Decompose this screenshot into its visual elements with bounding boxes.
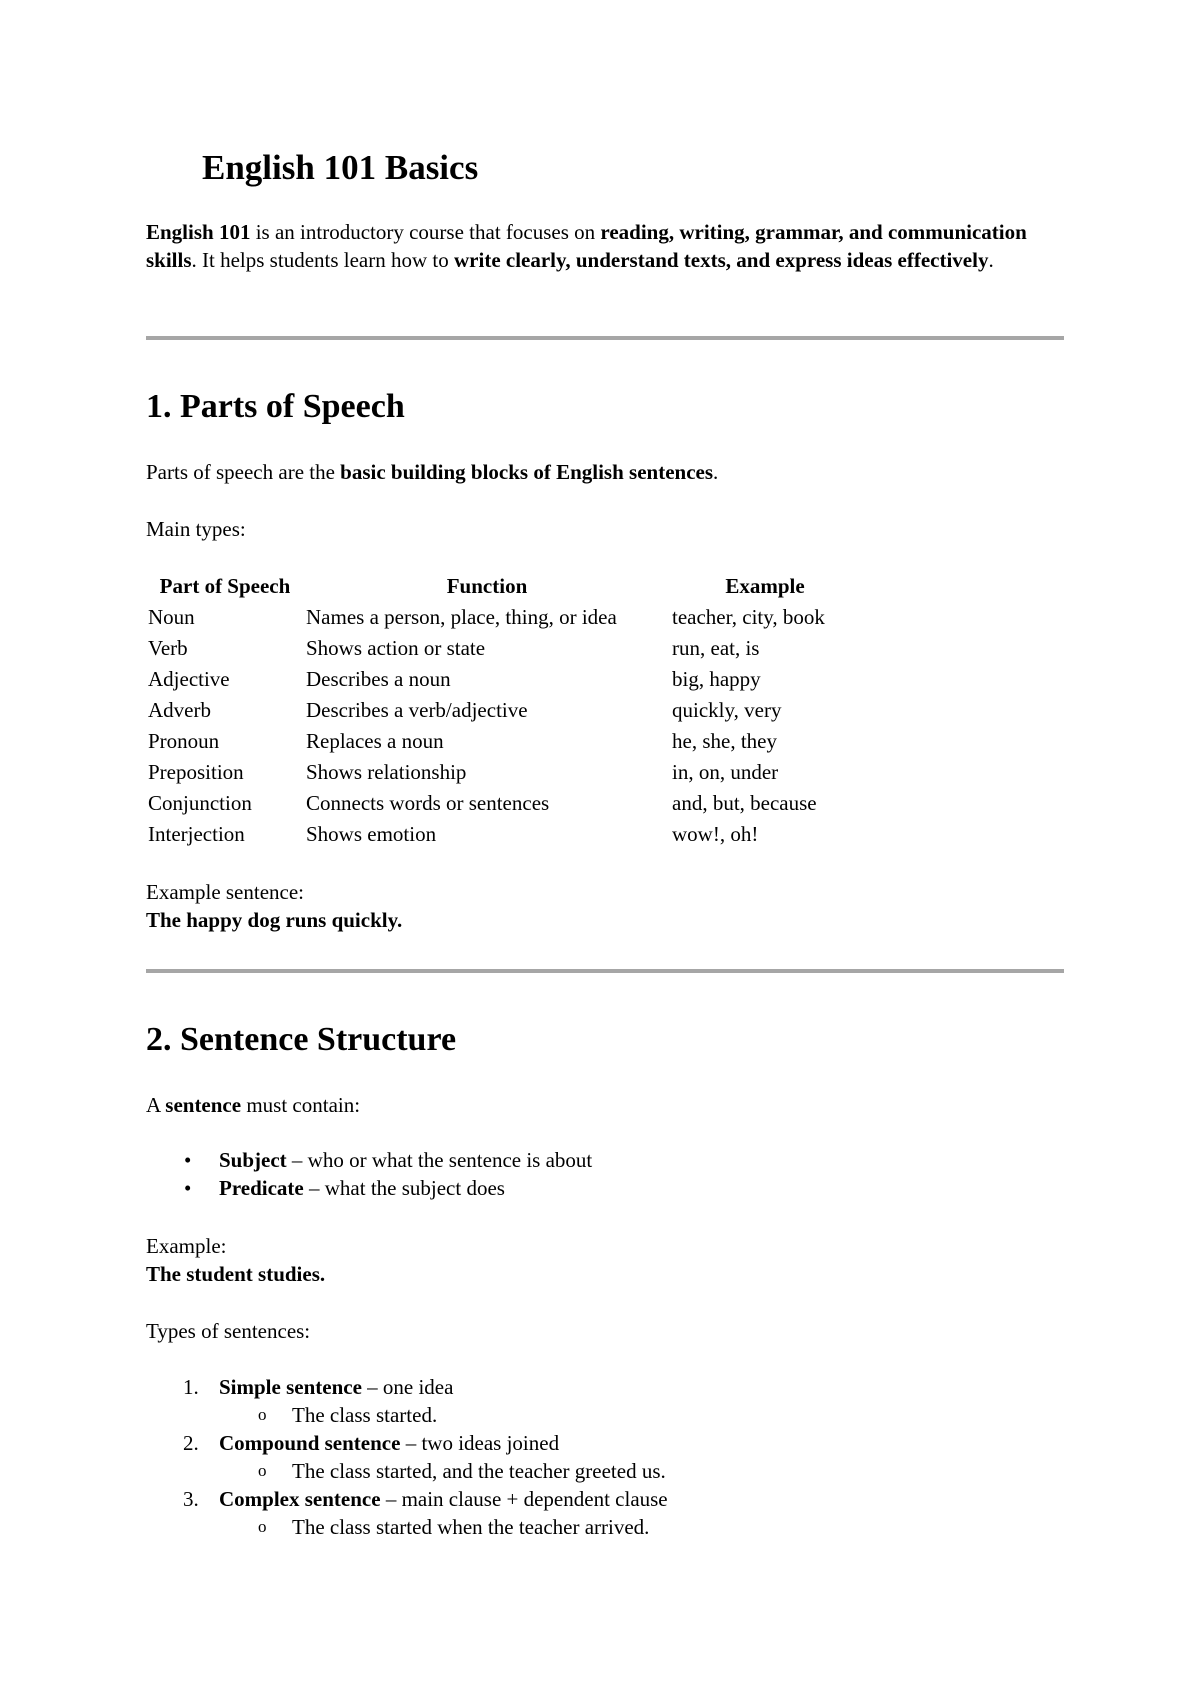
intro-text-3: .	[988, 248, 994, 272]
list-item-term: Complex sentence	[219, 1487, 381, 1511]
section-heading-sentence-structure: 2. Sentence Structure	[146, 1021, 457, 1058]
contain-post: must contain:	[241, 1093, 361, 1117]
table-cell: Shows emotion	[306, 822, 437, 846]
list-item-term: Subject	[219, 1148, 287, 1172]
sentence-contain-text	[146, 1091, 1064, 1119]
sentence-types-list	[146, 1373, 668, 1541]
list-item	[146, 1174, 592, 1202]
bullet-icon: •	[184, 1176, 192, 1200]
list-item	[146, 1146, 592, 1174]
list-item	[146, 1373, 668, 1429]
table-cell: quickly, very	[672, 698, 782, 722]
types-of-sentences-label: Types of sentences:	[146, 1319, 311, 1343]
sentence-parts-list	[146, 1146, 592, 1202]
parts-of-speech-table	[146, 571, 860, 850]
table-cell: he, she, they	[672, 729, 777, 753]
table-cell: Conjunction	[148, 791, 252, 815]
intro-skills: reading, writing, grammar, and communication skills	[146, 220, 1027, 272]
table-cell: Verb	[148, 636, 188, 660]
list-item-text: – who or what the sentence is about	[286, 1148, 593, 1172]
sub-bullet-icon: o	[258, 1517, 267, 1536]
table-cell: Connects words or sentences	[306, 791, 550, 815]
section-heading-parts-of-speech: 1. Parts of Speech	[146, 388, 405, 425]
table-cell: Replaces a noun	[306, 729, 444, 753]
table-cell: wow!, oh!	[672, 822, 759, 846]
table-cell: Preposition	[148, 760, 244, 784]
table-cell: teacher, city, book	[672, 605, 825, 629]
table-cell: Describes a verb/adjective	[306, 698, 528, 722]
table-row	[146, 695, 860, 726]
table-cell: run, eat, is	[672, 636, 760, 660]
list-item-term: Predicate	[219, 1176, 304, 1200]
table-cell: Names a person, place, thing, or idea	[306, 605, 617, 629]
table-row	[146, 633, 860, 664]
sub-bullet-icon: o	[258, 1405, 267, 1424]
list-item-example: The class started when the teacher arrived.	[292, 1515, 650, 1539]
document-title: English 101 Basics	[202, 148, 479, 187]
list-item-example: The class started, and the teacher greeted us.	[292, 1459, 666, 1483]
sub-bullet-icon: o	[258, 1461, 267, 1480]
pos-intro-bold: basic building blocks of English sentences	[340, 460, 714, 484]
table-row	[146, 819, 860, 850]
list-item-text: – what the subject does	[303, 1176, 505, 1200]
example-label: Example:	[146, 1234, 227, 1258]
intro-paragraph	[146, 218, 1064, 274]
list-item-text: – two ideas joined	[400, 1431, 560, 1455]
list-item-example: The class started.	[292, 1403, 438, 1427]
list-number: 3.	[183, 1487, 199, 1511]
bullet-icon: •	[184, 1148, 192, 1172]
table-cell: Adverb	[148, 698, 211, 722]
example-sentence-label: Example sentence:	[146, 880, 305, 904]
main-types-label: Main types:	[146, 517, 246, 541]
table-header-cell: Example	[725, 574, 805, 598]
parts-of-speech-intro	[146, 458, 1064, 486]
list-item	[146, 1429, 668, 1485]
list-item	[146, 1485, 668, 1541]
list-item-term: Simple sentence	[219, 1375, 362, 1399]
table-cell: Shows relationship	[306, 760, 467, 784]
intro-text-1: is an introductory course that focuses on	[250, 220, 601, 244]
list-item-text: – one idea	[361, 1375, 454, 1399]
table-cell: Adjective	[148, 667, 230, 691]
pos-intro-end: .	[713, 460, 719, 484]
contain-bold: sentence	[165, 1093, 242, 1117]
table-cell: in, on, under	[672, 760, 779, 784]
list-item-term: Compound sentence	[219, 1431, 401, 1455]
table-row	[146, 602, 860, 633]
list-item-text: – main clause + dependent clause	[380, 1487, 668, 1511]
table-row	[146, 726, 860, 757]
section-divider	[146, 336, 1064, 340]
table-cell: Noun	[148, 605, 195, 629]
table-row	[146, 788, 860, 819]
table-header-cell: Part of Speech	[159, 574, 291, 598]
intro-course-name: English 101	[146, 220, 251, 244]
example-sentence: The happy dog runs quickly.	[146, 908, 403, 932]
table-header-row	[146, 571, 860, 602]
table-cell: Pronoun	[148, 729, 220, 753]
table-cell: Interjection	[148, 822, 245, 846]
table-cell: and, but, because	[672, 791, 817, 815]
list-number: 2.	[183, 1431, 199, 1455]
table-cell: Shows action or state	[306, 636, 486, 660]
section-divider	[146, 969, 1064, 973]
table-header-cell: Function	[446, 574, 528, 598]
contain-pre: A	[146, 1093, 166, 1117]
table-cell: Describes a noun	[306, 667, 451, 691]
example-sentence: The student studies.	[146, 1262, 326, 1286]
intro-text-2: . It helps students learn how to	[191, 248, 454, 272]
table-row	[146, 757, 860, 788]
intro-goals: write clearly, understand texts, and express ideas effectively	[454, 248, 989, 272]
list-number: 1.	[183, 1375, 199, 1399]
table-cell: big, happy	[672, 667, 761, 691]
pos-intro-text: Parts of speech are the	[146, 460, 341, 484]
table-row	[146, 664, 860, 695]
